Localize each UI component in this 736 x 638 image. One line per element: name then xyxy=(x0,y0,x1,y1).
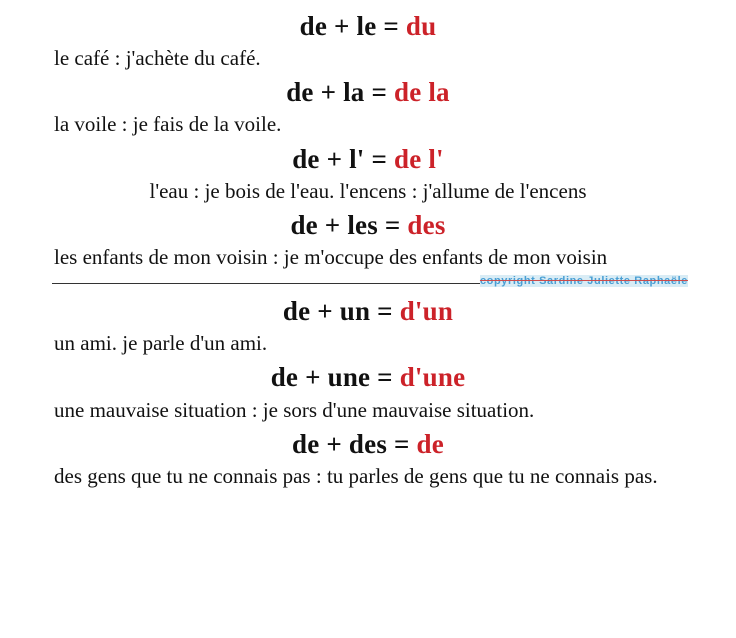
rule-example: l'eau : je bois de l'eau. l'encens : j'allume de l'encens xyxy=(149,178,587,203)
rule-result: de xyxy=(416,428,444,459)
rule-de-lapostrophe xyxy=(24,141,712,207)
section-divider xyxy=(24,277,712,293)
rule-de-des xyxy=(24,426,712,492)
rule-title xyxy=(24,74,712,110)
rule-left-side: de + une = xyxy=(270,362,400,393)
rule-left-side: de + l' = xyxy=(292,143,394,174)
rule-result: d'une xyxy=(399,362,466,393)
rule-example: un ami. je parle d'un ami. xyxy=(54,331,268,356)
rule-de-la xyxy=(24,74,712,140)
rule-de-un xyxy=(24,293,712,359)
rule-result: de l' xyxy=(394,143,444,174)
rule-result: des xyxy=(407,209,446,240)
rule-example: des gens que tu ne connais pas : tu parles de gens que tu ne connais pas. xyxy=(54,463,658,488)
rule-result: du xyxy=(405,11,437,41)
rule-left-side: de + des = xyxy=(292,428,417,459)
rule-example: la voile : je fais de la voile. xyxy=(54,112,282,137)
rule-left-side: de + un = xyxy=(282,296,400,327)
copyright-watermark: copyright Sardine Juliette Raphaële xyxy=(479,275,688,288)
rule-result: de la xyxy=(394,77,450,108)
rule-de-une xyxy=(24,359,712,425)
rule-left-side: de + la = xyxy=(286,77,394,108)
rule-example: le café : j'achète du café. xyxy=(54,46,261,71)
rule-de-le xyxy=(24,8,712,74)
rule-title xyxy=(24,8,712,44)
rule-example: les enfants de mon voisin : je m'occupe des enfants de mon voisin xyxy=(54,244,608,269)
rule-title xyxy=(24,426,712,462)
rule-title xyxy=(24,359,712,395)
rule-title xyxy=(24,293,712,329)
rule-example: une mauvaise situation : je sors d'une mauvaise situation. xyxy=(54,397,535,422)
rule-left-side: de + les = xyxy=(290,209,408,240)
rule-title xyxy=(24,141,712,177)
rule-title xyxy=(24,207,712,243)
rule-de-les xyxy=(24,207,712,273)
rule-left-side: de + le = xyxy=(299,11,406,41)
rule-result: d'un xyxy=(399,296,454,327)
